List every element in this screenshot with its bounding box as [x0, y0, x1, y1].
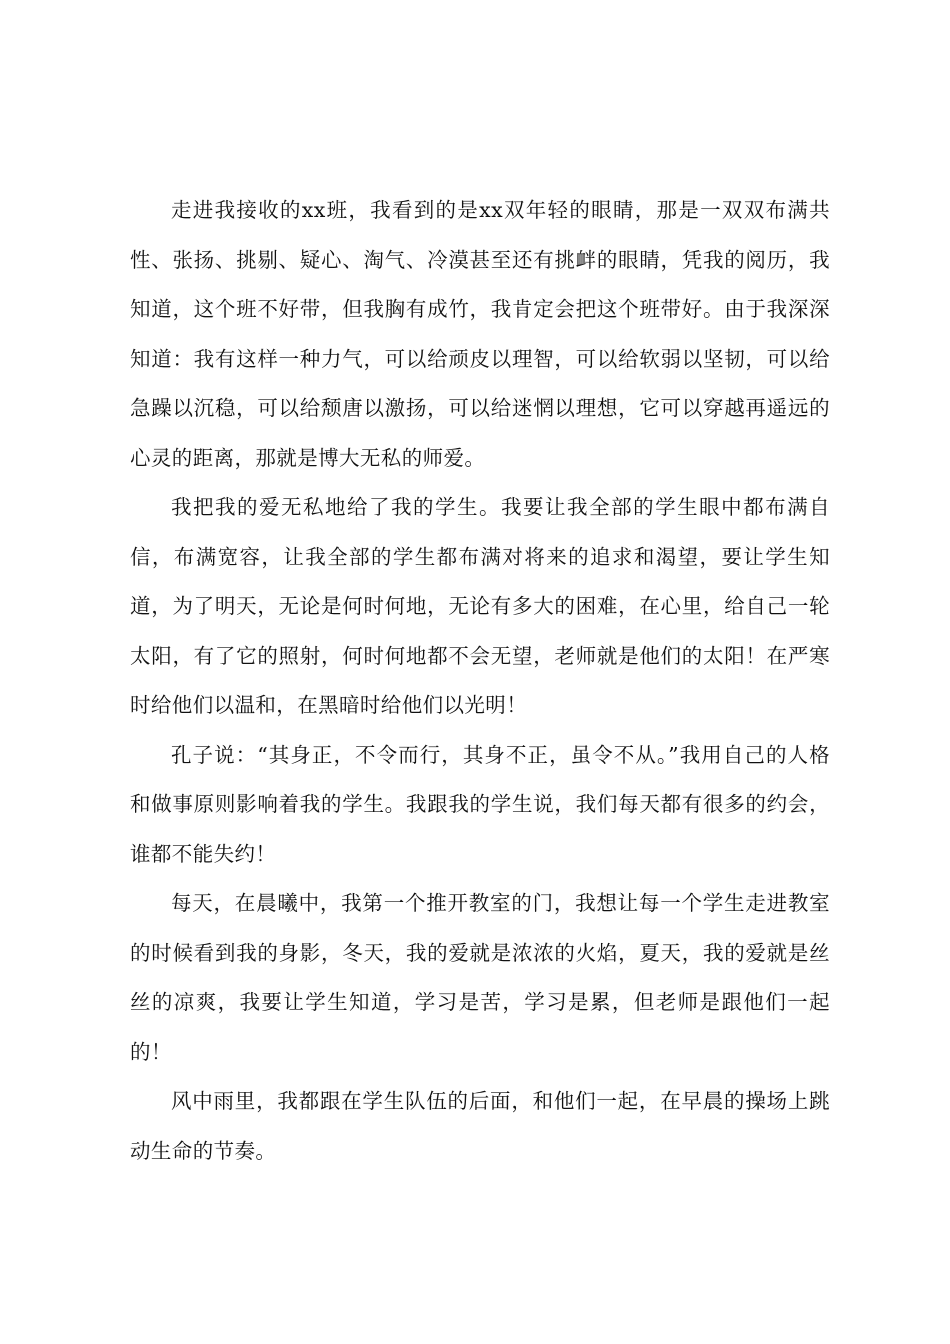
paragraph-4: 每天，在晨曦中，我第一个推开教室的门，我想让每一个学生走进教室的时候看到我的身影，冬天，我的爱就是浓浓的火焰，夏天，我的爱就是丝丝的凉爽，我要让学生知道，学习是苦，学习是累，但老师是跟他们一起的！	[130, 891, 830, 1064]
paragraph-2: 我把我的爱无私地给了我的学生。我要让我全部的学生眼中都布满自信，布满宽容，让我全部的学生都布满对将来的追求和渴望，要让学生知道，为了明天，无论是何时何地，无论有多大的困难，在心里，给自己一轮太阳，有了它的照射，何时何地都不会无望，老师就是他们的太阳！在严寒时给他们以温和，在黑暗时给他们以光明！	[130, 495, 830, 717]
paragraph-5: 风中雨里，我都跟在学生队伍的后面，和他们一起，在早晨的操场上跳动生命的节奏。	[130, 1089, 830, 1163]
paragraph-3: 孔子说：“其身正，不令而行，其身不正，虽令不从。”我用自己的人格和做事原则影响着我的学生。我跟我的学生说，我们每天都有很多的约会，谁都不能失约！	[130, 742, 830, 866]
document-body	[130, 186, 830, 1176]
paragraph-1: 走进我接收的xx班，我看到的是xx双年轻的眼睛，那是一双双布满共性、张扬、挑剔、疑心、淘气、冷漠甚至还有挑衅的眼睛，凭我的阅历，我知道，这个班不好带，但我胸有成竹，我肯定会把这个班带好。由于我深深知道：我有这样一种力气，可以给顽皮以理智，可以给软弱以坚韧，可以给急躁以沉稳，可以给颓唐以激扬，可以给迷惘以理想，它可以穿越再遥远的心灵的距离，那就是博大无私的师爱。	[130, 198, 830, 470]
